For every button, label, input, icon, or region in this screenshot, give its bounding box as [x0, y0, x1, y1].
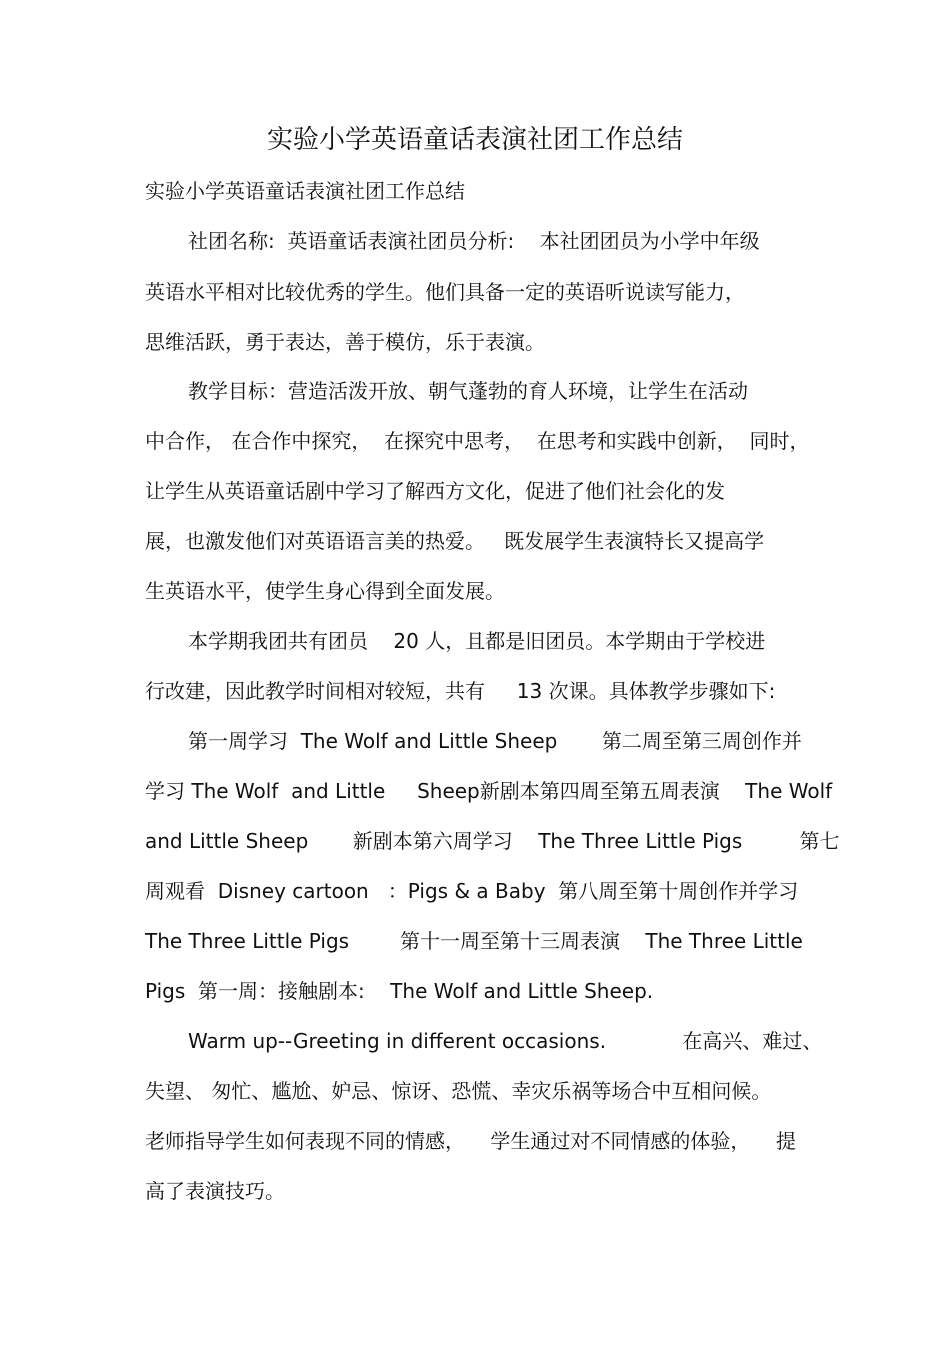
paragraph-line: 生英语水平，使学生身心得到全面发展。	[145, 579, 505, 603]
paragraph-line: 展，也激发他们对英语语言美的热爱。 既发展学生表演特长又提高学	[145, 529, 765, 553]
paragraph-line: Warm up--Greeting in different occasions. 在高兴、难过、	[188, 1029, 823, 1053]
paragraph-line: and Little Sheep 新剧本第六周学习 The Three Little Pigs 第七	[145, 829, 840, 853]
paragraph-line: 失望、 匆忙、尴尬、妒忌、惊讶、恐慌、幸灾乐祸等场合中互相问候。	[145, 1079, 772, 1103]
paragraph-line: 中合作， 在合作中探究， 在探究中思考， 在思考和实践中创新， 同时，	[145, 429, 810, 453]
paragraph-line: 让学生从英语童话剧中学习了解西方文化，促进了他们社会化的发	[145, 479, 725, 503]
paragraph-line: 老师指导学生如何表现不同的情感， 学生通过对不同情感的体验， 提	[145, 1129, 796, 1153]
document-subtitle: 实验小学英语童话表演社团工作总结	[145, 179, 465, 203]
paragraph-line: 周观看 Disney cartoon ：Pigs & a Baby 第八周至第十周创作并学习	[145, 879, 799, 903]
paragraph-line: 英语水平相对比较优秀的学生。他们具备一定的英语听说读写能力，	[145, 280, 745, 304]
paragraph-line: 高了表演技巧。	[145, 1179, 285, 1203]
paragraph-line: The Three Little Pigs 第十一周至第十三周表演 The Three Little	[145, 929, 803, 953]
paragraph-line: 思维活跃，勇于表达，善于模仿，乐于表演。	[145, 330, 545, 354]
paragraph-line: Pigs 第一周：接触剧本: The Wolf and Little Sheep.	[145, 979, 654, 1003]
paragraph-line: 教学目标：营造活泼开放、朝气蓬勃的育人环境，让学生在活动	[188, 379, 748, 403]
paragraph-line: 学习 The Wolf and Little Sheep新剧本第四周至第五周表演 The Wolf	[145, 779, 833, 803]
paragraph-line: 社团名称: 英语童话表演社团员分析: 本社团团员为小学中年级	[188, 229, 760, 253]
paragraph-line: 第一周学习 The Wolf and Little Sheep 第二周至第三周创作并	[188, 729, 802, 753]
paragraph-line: 本学期我团共有团员 20 人，且都是旧团员。本学期由于学校进	[188, 629, 766, 653]
paragraph-line: 行改建，因此教学时间相对较短，共有 13 次课。具体教学步骤如下:	[145, 679, 776, 703]
document-title: 实验小学英语童话表演社团工作总结	[266, 125, 683, 155]
